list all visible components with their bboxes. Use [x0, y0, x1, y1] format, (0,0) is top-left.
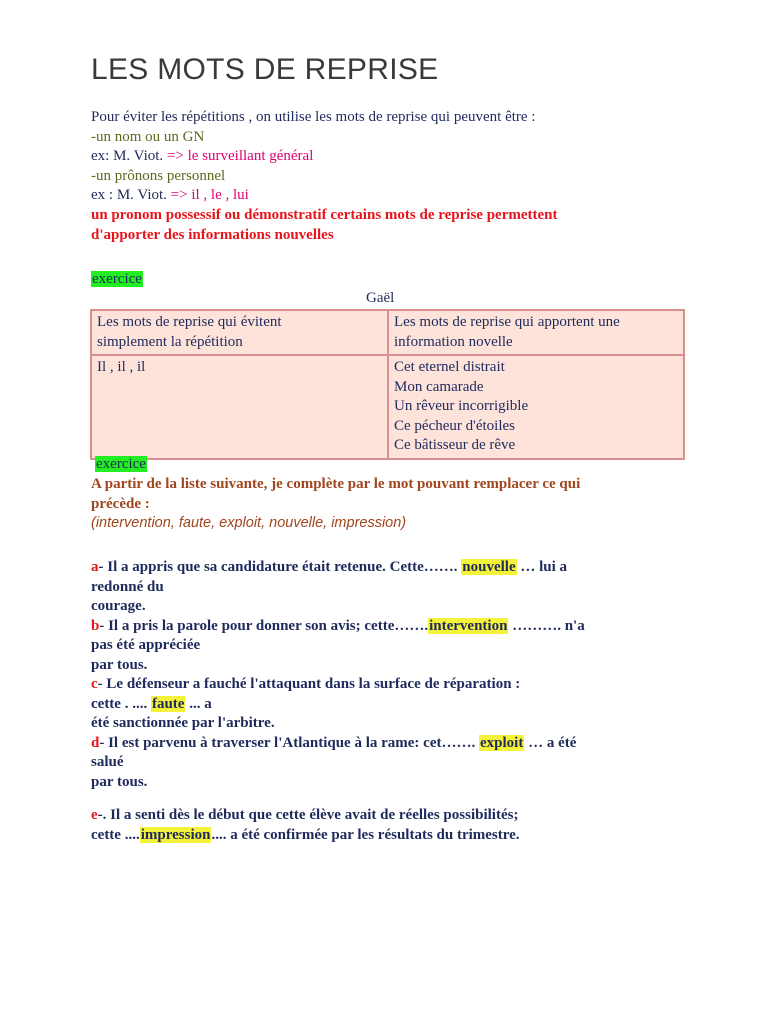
item-text: -. Il a senti dès le début que cette élève avait de réelles possibilités;: [97, 807, 519, 823]
exercise-label: exercice: [96, 456, 146, 472]
cell-line: Les mots de reprise qui apportent une: [394, 314, 620, 330]
item-text: - Il est parvenu à traverser l'Atlantique à la rame: cet…….: [99, 734, 479, 751]
classification-table: [90, 309, 685, 460]
item-line: courage.: [91, 598, 146, 614]
list-item: [91, 734, 691, 793]
item-line: [91, 806, 691, 826]
example-prefix: ex : M. Viot.: [91, 187, 171, 204]
intro-block: [91, 108, 691, 245]
cell-line: Mon camarade: [394, 378, 484, 395]
example-text: => le surveillant général: [166, 148, 314, 165]
item-line: par tous.: [91, 773, 148, 790]
item-letter: b: [91, 617, 100, 634]
intro-line: [91, 147, 691, 167]
item-text: ………. n'a: [508, 617, 585, 634]
item-line: pas été appréciée: [91, 637, 201, 653]
item-line: [91, 675, 691, 695]
table-header-left: [91, 310, 388, 355]
item-text: ... a: [185, 695, 212, 712]
exercise-heading: [95, 456, 147, 473]
intro-line: un pronom possessif ou démonstratif certains mots de reprise permettent: [91, 206, 558, 223]
answer-highlight: impression: [140, 826, 211, 843]
item-line: [91, 734, 691, 754]
cell-line: simplement la répétition: [97, 333, 243, 350]
list-item: [91, 806, 691, 845]
cell-line: information novelle: [394, 333, 513, 350]
list-item: [91, 675, 691, 734]
item-text: cette . ....: [91, 695, 151, 712]
item-line: [91, 695, 691, 715]
answer-highlight: nouvelle: [462, 559, 516, 575]
intro-line: [91, 186, 691, 206]
exercise-heading: [91, 271, 143, 288]
intro-line: d'apporter des informations nouvelles: [91, 226, 334, 243]
answer-highlight: faute: [151, 695, 185, 712]
table-row: [91, 355, 684, 459]
cell-line: Il , il , il: [97, 359, 146, 375]
item-line: par tous.: [91, 656, 148, 673]
intro-line: -un prônons personnel: [91, 167, 226, 184]
intro-line: -un nom ou un GN: [91, 128, 205, 145]
answer-highlight: exploit: [480, 734, 524, 751]
item-line: [91, 617, 691, 637]
item-line: été sanctionnée par l'arbitre.: [91, 715, 275, 731]
word-list: (intervention, faute, exploit, nouvelle, impression): [91, 515, 407, 531]
list-item: [91, 617, 691, 676]
table-row: [91, 310, 684, 355]
instruction-line: précède :: [91, 495, 150, 512]
page-title: LES MOTS DE REPRISE: [91, 53, 439, 86]
item-text: … a été: [524, 734, 577, 751]
example-text: => il , le , lui: [170, 187, 249, 204]
exercise-label: exercice: [92, 271, 142, 287]
item-text: - Il a pris la parole pour donner son avis; cette…….: [99, 617, 429, 634]
exercise-instruction: [91, 475, 691, 534]
table-caption: Gaël: [366, 290, 395, 306]
item-text: .... a été confirmée par les résultats du trimestre.: [211, 826, 520, 843]
item-line: salué: [91, 754, 124, 770]
answer-highlight: intervention: [429, 617, 508, 634]
intro-line: Pour éviter les répétitions , on utilise les mots de reprise qui peuvent être :: [91, 109, 536, 125]
table-header-right: [388, 310, 684, 355]
item-line: [91, 826, 691, 846]
table-cell-right: [388, 355, 684, 459]
item-letter: c: [91, 676, 98, 692]
instruction-line: A partir de la liste suivante, je complète par le mot pouvant remplacer ce qui: [91, 476, 581, 492]
cell-line: Les mots de reprise qui évitent: [97, 314, 282, 330]
item-letter: a: [91, 559, 99, 575]
example-prefix: ex: M. Viot.: [91, 148, 167, 165]
table-cell-left: [91, 355, 388, 459]
item-letter: e: [91, 807, 98, 823]
item-text: - Le défenseur a fauché l'attaquant dans la surface de réparation :: [97, 676, 521, 692]
list-item: [91, 558, 691, 617]
item-line: redonné du: [91, 578, 164, 595]
cell-line: Ce pécheur d'étoiles: [394, 417, 515, 434]
cell-line: Un rêveur incorrigible: [394, 398, 529, 414]
item-text: cette ....: [91, 826, 140, 843]
cell-line: Cet eternel distrait: [394, 359, 505, 375]
item-text: - Il a appris que sa candidature était retenue. Cette…….: [98, 559, 462, 575]
exercise-items: [91, 558, 691, 845]
cell-line: Ce bâtisseur de rêve: [394, 437, 516, 453]
item-line: [91, 558, 691, 578]
item-text: … lui a: [516, 559, 568, 575]
item-letter: d: [91, 734, 100, 751]
